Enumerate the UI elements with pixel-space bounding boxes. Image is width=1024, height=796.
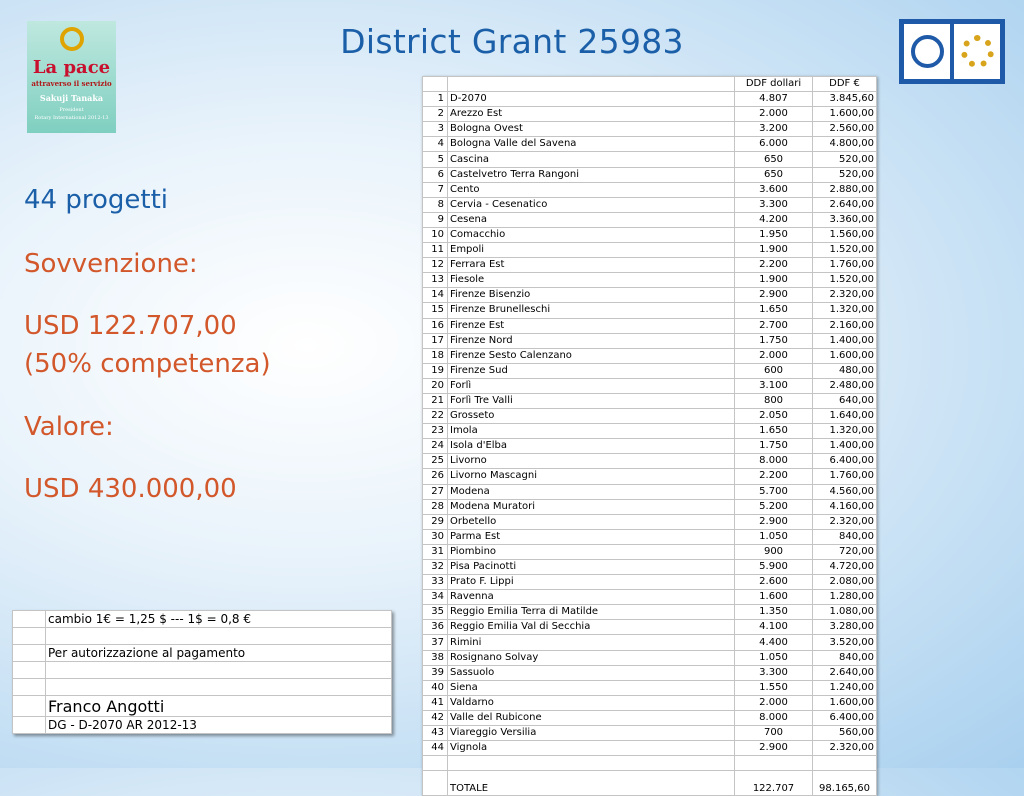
club-name: Comacchio [448, 227, 735, 242]
header-cell [448, 77, 735, 92]
club-name: D-2070 [448, 92, 735, 107]
rotary-wheel-icon [961, 35, 994, 68]
ddf-eur: 2.480,00 [813, 378, 877, 393]
row-number: 6 [423, 167, 448, 182]
ddf-usd: 2.900 [735, 514, 813, 529]
ddf-usd: 4.400 [735, 635, 813, 650]
exchange-rate-note: cambio 1€ = 1,25 $ --- 1$ = 0,8 € [46, 611, 392, 628]
ddf-eur: 1.600,00 [813, 348, 877, 363]
ddf-eur: 1.760,00 [813, 258, 877, 273]
ddf-usd: 8.000 [735, 710, 813, 725]
ddf-usd: 1.650 [735, 424, 813, 439]
header-ddf-usd: DDF dollari [735, 77, 813, 92]
row-number: 7 [423, 182, 448, 197]
table-row-empty [423, 756, 877, 771]
row-number: 27 [423, 484, 448, 499]
value-label: Valore: [24, 412, 114, 442]
ddf-usd: 2.700 [735, 318, 813, 333]
ddf-eur: 1.520,00 [813, 243, 877, 258]
ddf-usd: 4.100 [735, 620, 813, 635]
table-row [423, 258, 877, 273]
ddf-eur: 4.160,00 [813, 499, 877, 514]
club-name: Cento [448, 182, 735, 197]
ddf-eur: 6.400,00 [813, 454, 877, 469]
notes-row [13, 611, 392, 628]
ddf-eur: 560,00 [813, 726, 877, 741]
table-row [423, 695, 877, 710]
grant-amount: USD 122.707,00 [24, 311, 237, 341]
club-name: Modena Muratori [448, 499, 735, 514]
club-name: Rosignano Solvay [448, 650, 735, 665]
ddf-usd: 4.200 [735, 212, 813, 227]
row-number: 17 [423, 333, 448, 348]
ddf-eur: 1.640,00 [813, 409, 877, 424]
table-row [423, 605, 877, 620]
club-name: Firenze Sud [448, 363, 735, 378]
ddf-usd: 2.000 [735, 348, 813, 363]
ddf-eur: 4.560,00 [813, 484, 877, 499]
club-name: Reggio Emilia Val di Secchia [448, 620, 735, 635]
empty-cell [813, 756, 877, 771]
club-name: Ferrara Est [448, 258, 735, 273]
table-row [423, 424, 877, 439]
ddf-eur: 2.320,00 [813, 741, 877, 756]
row-number: 15 [423, 303, 448, 318]
page-title: District Grant 25983 [340, 22, 684, 61]
table-row [423, 303, 877, 318]
table-row [423, 273, 877, 288]
table-row [423, 137, 877, 152]
club-name: Castelvetro Terra Rangoni [448, 167, 735, 182]
ddf-usd: 600 [735, 363, 813, 378]
ddf-eur: 1.280,00 [813, 590, 877, 605]
ddf-eur: 1.600,00 [813, 695, 877, 710]
ddf-usd: 4.807 [735, 92, 813, 107]
rotary-wheel-icon [60, 27, 84, 51]
ddf-eur: 2.080,00 [813, 575, 877, 590]
table-row [423, 454, 877, 469]
club-name: Livorno Mascagni [448, 469, 735, 484]
club-name: Ravenna [448, 590, 735, 605]
ddf-usd: 5.200 [735, 499, 813, 514]
logo-line-1: La pace [32, 57, 111, 78]
empty-cell [13, 611, 46, 628]
ddf-usd: 700 [735, 726, 813, 741]
total-usd: 122.707 [735, 771, 813, 796]
row-number: 4 [423, 137, 448, 152]
table-row [423, 514, 877, 529]
ddf-usd: 800 [735, 393, 813, 408]
row-number: 5 [423, 152, 448, 167]
ddf-eur: 1.400,00 [813, 333, 877, 348]
empty-cell [13, 628, 46, 645]
club-name: Bologna Valle del Savena [448, 137, 735, 152]
notes-row [13, 662, 392, 679]
row-number: 29 [423, 514, 448, 529]
ddf-eur: 1.760,00 [813, 469, 877, 484]
table-row [423, 227, 877, 242]
ddf-eur: 2.640,00 [813, 665, 877, 680]
row-number: 3 [423, 122, 448, 137]
table-row [423, 620, 877, 635]
table-row [423, 439, 877, 454]
header-cell [423, 77, 448, 92]
club-name: Prato F. Lippi [448, 575, 735, 590]
row-number: 43 [423, 726, 448, 741]
row-number: 10 [423, 227, 448, 242]
table-row [423, 197, 877, 212]
table-row [423, 122, 877, 137]
row-number: 13 [423, 273, 448, 288]
table-row [423, 499, 877, 514]
ddf-usd: 3.100 [735, 378, 813, 393]
row-number: 39 [423, 665, 448, 680]
total-eur: 98.165,60 [813, 771, 877, 796]
club-name: Vignola [448, 741, 735, 756]
grants-table-body [423, 77, 877, 796]
rotary-foundation-logo [904, 24, 950, 79]
row-number: 44 [423, 741, 448, 756]
ddf-eur: 2.160,00 [813, 318, 877, 333]
ddf-eur: 1.400,00 [813, 439, 877, 454]
row-number: 18 [423, 348, 448, 363]
row-number: 30 [423, 529, 448, 544]
rotary-logos [899, 19, 1005, 84]
ddf-eur: 6.400,00 [813, 710, 877, 725]
ddf-usd: 1.750 [735, 439, 813, 454]
table-row [423, 318, 877, 333]
row-number: 38 [423, 650, 448, 665]
ddf-eur: 1.240,00 [813, 680, 877, 695]
header-ddf-eur: DDF € [813, 77, 877, 92]
table-row [423, 393, 877, 408]
table-row [423, 665, 877, 680]
logo-line-3: Sakuji Tanaka [39, 93, 104, 103]
row-number: 32 [423, 560, 448, 575]
row-number: 28 [423, 499, 448, 514]
ddf-usd: 1.050 [735, 529, 813, 544]
ddf-eur: 1.560,00 [813, 227, 877, 242]
empty-cell [46, 679, 392, 696]
row-number: 41 [423, 695, 448, 710]
row-number: 42 [423, 710, 448, 725]
row-number: 22 [423, 409, 448, 424]
row-number: 19 [423, 363, 448, 378]
club-name: Piombino [448, 544, 735, 559]
row-number: 9 [423, 212, 448, 227]
ddf-usd: 1.650 [735, 303, 813, 318]
row-number: 14 [423, 288, 448, 303]
ddf-eur: 3.845,60 [813, 92, 877, 107]
table-row [423, 152, 877, 167]
ddf-usd: 1.600 [735, 590, 813, 605]
row-number: 25 [423, 454, 448, 469]
logo-line-5: Rotary International 2012-13 [34, 115, 109, 121]
table-row [423, 333, 877, 348]
rotary-international-logo [954, 24, 1000, 79]
logo-line-2: attraverso il servizio [31, 79, 112, 88]
empty-cell [13, 645, 46, 662]
empty-cell [423, 756, 448, 771]
club-name: Firenze Bisenzio [448, 288, 735, 303]
ddf-eur: 1.320,00 [813, 303, 877, 318]
club-name: Forlì [448, 378, 735, 393]
row-number: 12 [423, 258, 448, 273]
ddf-eur: 720,00 [813, 544, 877, 559]
notes-row [13, 696, 392, 717]
club-name: Siena [448, 680, 735, 695]
signatory-role: DG - D-2070 AR 2012-13 [46, 717, 392, 734]
empty-cell [13, 696, 46, 717]
club-name: Arezzo Est [448, 107, 735, 122]
table-row [423, 363, 877, 378]
ddf-usd: 3.300 [735, 665, 813, 680]
row-number: 21 [423, 393, 448, 408]
table-row [423, 92, 877, 107]
table-row [423, 409, 877, 424]
ddf-usd: 1.900 [735, 243, 813, 258]
ddf-eur: 1.520,00 [813, 273, 877, 288]
club-name: Firenze Est [448, 318, 735, 333]
grant-share: (50% competenza) [24, 349, 271, 379]
empty-cell [46, 662, 392, 679]
row-number: 11 [423, 243, 448, 258]
foundation-emblem-icon [911, 35, 944, 68]
table-row [423, 529, 877, 544]
empty-cell [13, 679, 46, 696]
ddf-usd: 650 [735, 152, 813, 167]
ddf-eur: 2.560,00 [813, 122, 877, 137]
club-name: Valle del Rubicone [448, 710, 735, 725]
table-row [423, 560, 877, 575]
ddf-eur: 640,00 [813, 393, 877, 408]
club-name: Livorno [448, 454, 735, 469]
club-name: Grosseto [448, 409, 735, 424]
ddf-usd: 1.550 [735, 680, 813, 695]
table-row [423, 680, 877, 695]
club-name: Cervia - Cesenatico [448, 197, 735, 212]
ddf-usd: 2.050 [735, 409, 813, 424]
ddf-eur: 1.080,00 [813, 605, 877, 620]
notes-row [13, 628, 392, 645]
row-number: 16 [423, 318, 448, 333]
ddf-eur: 1.600,00 [813, 107, 877, 122]
total-row [423, 771, 877, 796]
club-name: Modena [448, 484, 735, 499]
ddf-usd: 3.600 [735, 182, 813, 197]
club-name: Viareggio Versilia [448, 726, 735, 741]
table-row [423, 575, 877, 590]
ddf-eur: 2.320,00 [813, 514, 877, 529]
club-name: Pisa Pacinotti [448, 560, 735, 575]
table-row [423, 741, 877, 756]
ddf-eur: 520,00 [813, 167, 877, 182]
ddf-usd: 2.900 [735, 741, 813, 756]
ddf-eur: 3.520,00 [813, 635, 877, 650]
ddf-usd: 2.200 [735, 258, 813, 273]
row-number: 37 [423, 635, 448, 650]
notes-row [13, 645, 392, 662]
ddf-eur: 520,00 [813, 152, 877, 167]
empty-cell [13, 717, 46, 734]
grants-table [422, 76, 877, 796]
ddf-usd: 1.050 [735, 650, 813, 665]
notes-table [12, 610, 392, 734]
table-row [423, 635, 877, 650]
table-row [423, 469, 877, 484]
logo-line-4: President [59, 107, 84, 113]
club-name: Parma Est [448, 529, 735, 544]
club-name: Fiesole [448, 273, 735, 288]
ddf-usd: 900 [735, 544, 813, 559]
club-name: Imola [448, 424, 735, 439]
row-number: 34 [423, 590, 448, 605]
empty-cell [423, 771, 448, 796]
table-row [423, 710, 877, 725]
club-name: Orbetello [448, 514, 735, 529]
notes-row [13, 679, 392, 696]
club-name: Cascina [448, 152, 735, 167]
ddf-eur: 2.640,00 [813, 197, 877, 212]
ddf-usd: 2.000 [735, 107, 813, 122]
table-row [423, 650, 877, 665]
ddf-eur: 840,00 [813, 529, 877, 544]
table-row [423, 590, 877, 605]
row-number: 31 [423, 544, 448, 559]
club-name: Bologna Ovest [448, 122, 735, 137]
projects-count: 44 progetti [24, 185, 168, 215]
table-row [423, 212, 877, 227]
table-row [423, 378, 877, 393]
ddf-eur: 2.320,00 [813, 288, 877, 303]
row-number: 2 [423, 107, 448, 122]
row-number: 20 [423, 378, 448, 393]
row-number: 36 [423, 620, 448, 635]
ddf-usd: 1.900 [735, 273, 813, 288]
ddf-usd: 2.600 [735, 575, 813, 590]
ddf-usd: 2.900 [735, 288, 813, 303]
club-name: Empoli [448, 243, 735, 258]
club-name: Reggio Emilia Terra di Matilde [448, 605, 735, 620]
table-header-row [423, 77, 877, 92]
row-number: 24 [423, 439, 448, 454]
ddf-usd: 1.750 [735, 333, 813, 348]
ddf-eur: 2.880,00 [813, 182, 877, 197]
empty-cell [46, 628, 392, 645]
value-amount: USD 430.000,00 [24, 474, 237, 504]
ddf-usd: 6.000 [735, 137, 813, 152]
grant-label: Sovvenzione: [24, 249, 198, 279]
signatory-name: Franco Angotti [46, 696, 392, 717]
club-name: Cesena [448, 212, 735, 227]
row-number: 1 [423, 92, 448, 107]
ddf-eur: 3.360,00 [813, 212, 877, 227]
row-number: 8 [423, 197, 448, 212]
ddf-usd: 5.900 [735, 560, 813, 575]
ddf-usd: 8.000 [735, 454, 813, 469]
authorization-note: Per autorizzazione al pagamento [46, 645, 392, 662]
club-name: Forlì Tre Valli [448, 393, 735, 408]
la-pace-logo [27, 21, 116, 133]
row-number: 33 [423, 575, 448, 590]
ddf-usd: 3.200 [735, 122, 813, 137]
club-name: Firenze Sesto Calenzano [448, 348, 735, 363]
ddf-usd: 3.300 [735, 197, 813, 212]
table-row [423, 107, 877, 122]
club-name: Sassuolo [448, 665, 735, 680]
ddf-eur: 4.800,00 [813, 137, 877, 152]
club-name: Isola d'Elba [448, 439, 735, 454]
ddf-eur: 480,00 [813, 363, 877, 378]
table-row [423, 167, 877, 182]
empty-cell [448, 756, 735, 771]
ddf-eur: 1.320,00 [813, 424, 877, 439]
ddf-usd: 2.000 [735, 695, 813, 710]
table-row [423, 182, 877, 197]
row-number: 26 [423, 469, 448, 484]
table-row [423, 348, 877, 363]
ddf-eur: 840,00 [813, 650, 877, 665]
ddf-eur: 4.720,00 [813, 560, 877, 575]
table-row [423, 484, 877, 499]
table-row [423, 544, 877, 559]
club-name: Firenze Brunelleschi [448, 303, 735, 318]
club-name: Firenze Nord [448, 333, 735, 348]
ddf-usd: 1.950 [735, 227, 813, 242]
ddf-usd: 1.350 [735, 605, 813, 620]
empty-cell [13, 662, 46, 679]
ddf-usd: 5.700 [735, 484, 813, 499]
club-name: Rimini [448, 635, 735, 650]
ddf-eur: 3.280,00 [813, 620, 877, 635]
ddf-usd: 650 [735, 167, 813, 182]
empty-cell [735, 756, 813, 771]
table-row [423, 288, 877, 303]
club-name: Valdarno [448, 695, 735, 710]
notes-row [13, 717, 392, 734]
ddf-usd: 2.200 [735, 469, 813, 484]
row-number: 40 [423, 680, 448, 695]
row-number: 35 [423, 605, 448, 620]
table-row [423, 243, 877, 258]
table-row [423, 726, 877, 741]
total-label: TOTALE [448, 771, 735, 796]
row-number: 23 [423, 424, 448, 439]
